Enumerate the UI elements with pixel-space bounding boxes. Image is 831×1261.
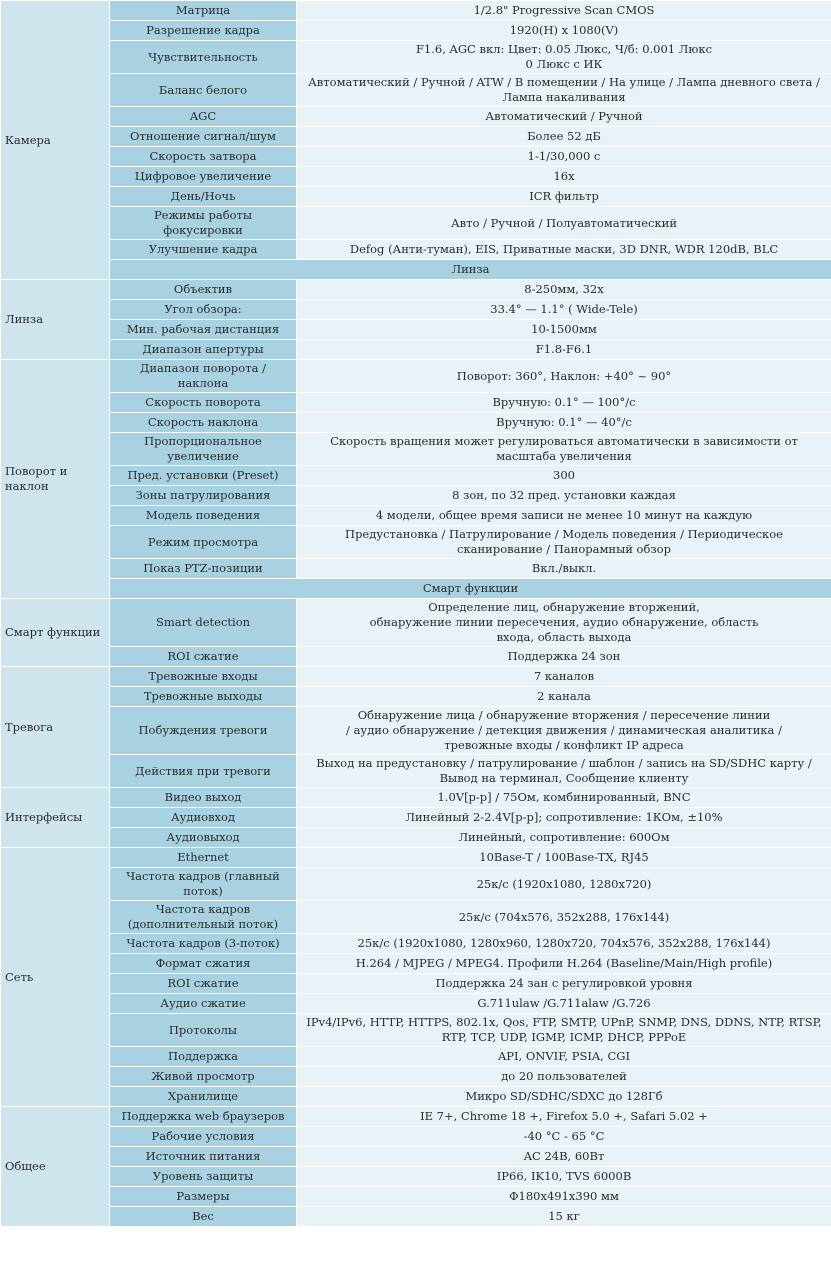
spec-label: Диапазон апертуры xyxy=(110,340,297,360)
spec-value: Поддержка 24 зон xyxy=(297,647,831,667)
spec-value: IE 7+, Chrome 18 +, Firefox 5.0 +, Safari 5.02 + xyxy=(297,1107,831,1127)
spec-value: Автоматический / Ручной / ATW / В помещении / На улице / Лампа дневного света / Лампа накаливания xyxy=(297,74,831,107)
category-cell: Камера xyxy=(1,1,110,280)
spec-label: Ethernet xyxy=(110,848,297,868)
spec-value: 1-1/30,000 с xyxy=(297,147,831,167)
spec-value: IPv4/IPv6, HTTP, HTTPS, 802.1x, Qos, FTP, SMTP, UPnP, SNMP, DNS, DDNS, NTP, RTSP, RTP, TCP, UDP, IGMP, ICMP, DHCP, PPPoE xyxy=(297,1014,831,1047)
table-row xyxy=(1,755,831,788)
section-subheader: Смарт функции xyxy=(110,579,831,599)
spec-value: Вручную: 0.1° — 40°/с xyxy=(297,413,831,433)
table-row xyxy=(1,21,831,41)
spec-value: 300 xyxy=(297,466,831,486)
section-subheader-row xyxy=(1,579,831,599)
spec-value: 15 кг xyxy=(297,1207,831,1227)
table-row xyxy=(1,187,831,207)
spec-label: Тревожные выходы xyxy=(110,687,297,707)
table-row xyxy=(1,466,831,486)
spec-label: Хранилище xyxy=(110,1087,297,1107)
spec-value: Обнаружение лица / обнаружение вторжения / пересечение линии / аудио обнаружение / детекция движения / динамическая аналитика / тревожные входы / конфликт IP адреса xyxy=(297,707,831,755)
table-row xyxy=(1,413,831,433)
spec-value: 4 модели, общее время записи не менее 10 минут на каждую xyxy=(297,506,831,526)
spec-value: 1920(H) x 1080(V) xyxy=(297,21,831,41)
table-row xyxy=(1,433,831,466)
table-row xyxy=(1,486,831,506)
spec-label: Объектив xyxy=(110,280,297,300)
category-cell: Интерфейсы xyxy=(1,788,110,848)
spec-value: Микро SD/SDHC/SDXC до 128Гб xyxy=(297,1087,831,1107)
spec-label: Источник питания xyxy=(110,1147,297,1167)
table-row xyxy=(1,687,831,707)
table-row xyxy=(1,868,831,901)
table-row xyxy=(1,1207,831,1227)
table-row xyxy=(1,1167,831,1187)
spec-value: 25к/с (704x576, 352x288, 176x144) xyxy=(297,901,831,934)
spec-label: Формат сжатия xyxy=(110,954,297,974)
spec-value: Вкл./выкл. xyxy=(297,559,831,579)
table-row xyxy=(1,506,831,526)
spec-label: Аудиовход xyxy=(110,808,297,828)
spec-label: Скорость поворота xyxy=(110,393,297,413)
table-row xyxy=(1,1047,831,1067)
spec-value: IP66, IK10, TVS 6000B xyxy=(297,1167,831,1187)
spec-value: ICR фильтр xyxy=(297,187,831,207)
table-row xyxy=(1,901,831,934)
spec-value: Поворот: 360°, Наклон: +40° ~ 90° xyxy=(297,360,831,393)
spec-label: Чувствительность xyxy=(110,41,297,74)
spec-label: Аудио сжатие xyxy=(110,994,297,1014)
spec-value: Линейный 2-2.4V[p-p]; сопротивление: 1КОм, ±10% xyxy=(297,808,831,828)
table-row xyxy=(1,1014,831,1047)
spec-label: Видео выход xyxy=(110,788,297,808)
spec-label: Зоны патрулирования xyxy=(110,486,297,506)
table-row xyxy=(1,1147,831,1167)
spec-label: Режим просмотра xyxy=(110,526,297,559)
table-row xyxy=(1,954,831,974)
spec-table-body xyxy=(1,1,831,1227)
spec-label: Скорость затвора xyxy=(110,147,297,167)
spec-value: Авто / Ручной / Полуавтоматический xyxy=(297,207,831,240)
category-cell: Смарт функции xyxy=(1,599,110,667)
spec-value: Выход на предустановку / патрулирование / шаблон / запись на SD/SDHC карту / Вывод на терминал, Сообщение клиенту xyxy=(297,755,831,788)
table-row xyxy=(1,599,831,647)
spec-label: Мин. рабочая дистанция xyxy=(110,320,297,340)
spec-label: Баланс белого xyxy=(110,74,297,107)
spec-label: ROI сжатие xyxy=(110,647,297,667)
spec-label: Цифровое увеличение xyxy=(110,167,297,187)
spec-label: Диапазон поворота / наклона xyxy=(110,360,297,393)
table-row xyxy=(1,788,831,808)
spec-label: Улучшение кадра xyxy=(110,240,297,260)
spec-label: Режимы работы фокусировки xyxy=(110,207,297,240)
spec-label: Поддержка web браузеров xyxy=(110,1107,297,1127)
table-row xyxy=(1,1127,831,1147)
category-cell: Сеть xyxy=(1,848,110,1107)
table-row xyxy=(1,107,831,127)
spec-value: 7 каналов xyxy=(297,667,831,687)
spec-value: Предустановка / Патрулирование / Модель поведения / Периодическое сканирование / Панорамный обзор xyxy=(297,526,831,559)
spec-label: Рабочие условия xyxy=(110,1127,297,1147)
spec-value: 16x xyxy=(297,167,831,187)
category-cell: Линза xyxy=(1,280,110,360)
spec-label: Показ PTZ-позиции xyxy=(110,559,297,579)
table-row xyxy=(1,1087,831,1107)
spec-value: API, ONVIF, PSIA, CGI xyxy=(297,1047,831,1067)
spec-label: Отношение сигнал/шум xyxy=(110,127,297,147)
spec-value: F1.8-F6.1 xyxy=(297,340,831,360)
spec-value: 1.0V[p-p] / 75Ом, комбинированный, BNC xyxy=(297,788,831,808)
table-row xyxy=(1,240,831,260)
spec-label: Частота кадров (3-поток) xyxy=(110,934,297,954)
spec-label: AGC xyxy=(110,107,297,127)
spec-value: 2 канала xyxy=(297,687,831,707)
spec-value: G.711ulaw /G.711alaw /G.726 xyxy=(297,994,831,1014)
spec-value: 25к/с (1920x1080, 1280x960, 1280x720, 704x576, 352x288, 176x144) xyxy=(297,934,831,954)
table-row xyxy=(1,127,831,147)
table-row xyxy=(1,360,831,393)
spec-value: Более 52 дБ xyxy=(297,127,831,147)
category-cell: Общее xyxy=(1,1107,110,1227)
table-row xyxy=(1,828,831,848)
table-row xyxy=(1,974,831,994)
spec-value: до 20 пользователей xyxy=(297,1067,831,1087)
table-row xyxy=(1,280,831,300)
category-cell: Поворот и наклон xyxy=(1,360,110,599)
table-row xyxy=(1,1187,831,1207)
table-row xyxy=(1,393,831,413)
table-row xyxy=(1,559,831,579)
table-row xyxy=(1,74,831,107)
spec-value: 25к/с (1920x1080, 1280x720) xyxy=(297,868,831,901)
spec-label: Скорость наклона xyxy=(110,413,297,433)
spec-value: AC 24В, 60Вт xyxy=(297,1147,831,1167)
spec-value: H.264 / MJPEG / MPEG4. Профили H.264 (Baseline/Main/High profile) xyxy=(297,954,831,974)
spec-value: 33.4° — 1.1° ( Wide-Tele) xyxy=(297,300,831,320)
spec-label: ROI сжатие xyxy=(110,974,297,994)
table-row xyxy=(1,300,831,320)
spec-label: Побуждения тревоги xyxy=(110,707,297,755)
spec-value: -40 °C - 65 °C xyxy=(297,1127,831,1147)
spec-label: Угол обзора: xyxy=(110,300,297,320)
spec-label: Тревожные входы xyxy=(110,667,297,687)
table-row xyxy=(1,340,831,360)
spec-value: Определение лиц, обнаружение вторжений, обнаружение линии пересечения, аудио обнаружение, область входа, область выхода xyxy=(297,599,831,647)
spec-value: 10Base-T / 100Base-TX, RJ45 xyxy=(297,848,831,868)
spec-label: Размеры xyxy=(110,1187,297,1207)
spec-label: Smart detection xyxy=(110,599,297,647)
spec-label: Живой просмотр xyxy=(110,1067,297,1087)
spec-label: Модель поведения xyxy=(110,506,297,526)
table-row xyxy=(1,207,831,240)
spec-label: Пропорциональное увеличение xyxy=(110,433,297,466)
table-row xyxy=(1,167,831,187)
table-row xyxy=(1,808,831,828)
table-row xyxy=(1,707,831,755)
spec-value: Автоматический / Ручной xyxy=(297,107,831,127)
table-row xyxy=(1,526,831,559)
spec-value: 1/2.8" Progressive Scan CMOS xyxy=(297,1,831,21)
spec-value: Поддержка 24 зан с регулировкой уровня xyxy=(297,974,831,994)
table-row xyxy=(1,647,831,667)
spec-value: Скорость вращения может регулироваться автоматически в зависимости от масштаба увеличения xyxy=(297,433,831,466)
table-row xyxy=(1,1107,831,1127)
spec-value: 10-1500мм xyxy=(297,320,831,340)
spec-label: Протоколы xyxy=(110,1014,297,1047)
table-row xyxy=(1,994,831,1014)
spec-value: Линейный, сопротивление: 600Ом xyxy=(297,828,831,848)
spec-label: Разрешение кадра xyxy=(110,21,297,41)
section-subheader-row xyxy=(1,260,831,280)
section-subheader: Линза xyxy=(110,260,831,280)
spec-label: Аудиовыход xyxy=(110,828,297,848)
category-cell: Тревога xyxy=(1,667,110,788)
spec-label: Поддержка xyxy=(110,1047,297,1067)
spec-value: Defog (Анти-туман), EIS, Приватные маски, 3D DNR, WDR 120dB, BLC xyxy=(297,240,831,260)
table-row xyxy=(1,1,831,21)
spec-value: Вручную: 0.1° — 100°/с xyxy=(297,393,831,413)
spec-value: 8 зон, по 32 пред. установки каждая xyxy=(297,486,831,506)
table-row xyxy=(1,934,831,954)
spec-label: День/Ночь xyxy=(110,187,297,207)
spec-label: Уровень защиты xyxy=(110,1167,297,1187)
table-row xyxy=(1,41,831,74)
spec-label: Матрица xyxy=(110,1,297,21)
spec-label: Частота кадров (дополнительный поток) xyxy=(110,901,297,934)
spec-label: Частота кадров (главный поток) xyxy=(110,868,297,901)
spec-value: F1.6, AGC вкл: Цвет: 0.05 Люкс, Ч/б: 0.001 Люкс 0 Люкс с ИК xyxy=(297,41,831,74)
spec-label: Вес xyxy=(110,1207,297,1227)
table-row xyxy=(1,1067,831,1087)
spec-value: 8-250мм, 32x xyxy=(297,280,831,300)
table-row xyxy=(1,147,831,167)
table-row xyxy=(1,848,831,868)
table-row xyxy=(1,320,831,340)
table-row xyxy=(1,667,831,687)
spec-label: Действия при тревоги xyxy=(110,755,297,788)
spec-label: Пред. установки (Preset) xyxy=(110,466,297,486)
spec-value: Φ180x491x390 мм xyxy=(297,1187,831,1207)
